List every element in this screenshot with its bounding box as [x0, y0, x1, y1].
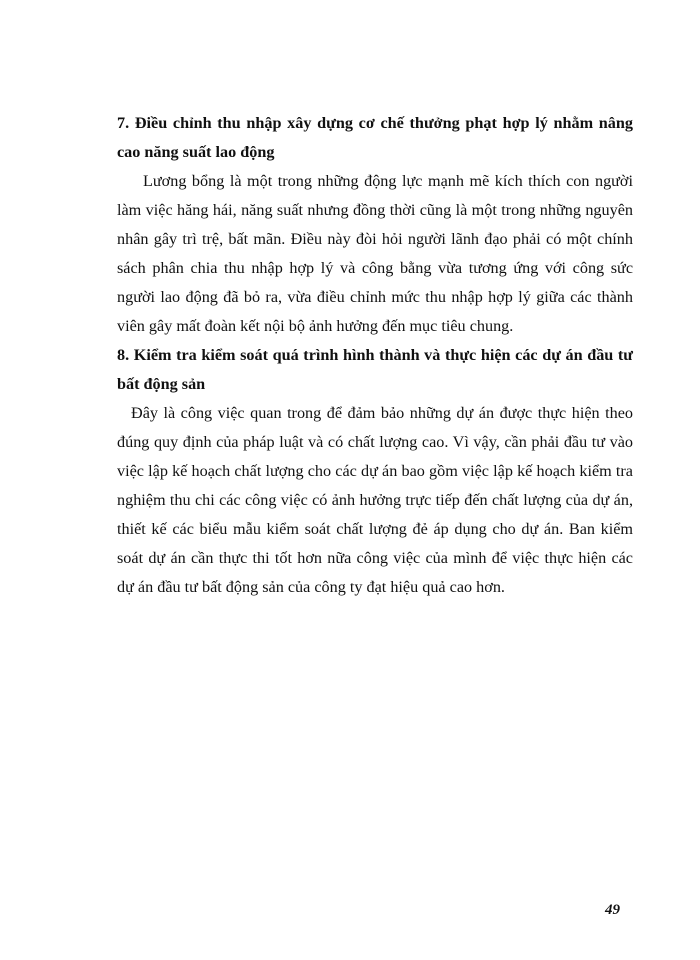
page-content [117, 109, 633, 602]
section-7-heading: 7. Điều chỉnh thu nhập xây dựng cơ chế thưởng phạt hợp lý nhằm nâng cao năng suất lao động [117, 114, 633, 161]
section-8-heading: 8. Kiểm tra kiểm soát quá trình hình thành và thực hiện các dự án đầu tư bất động sản [117, 346, 633, 393]
page-number: 49 [605, 902, 620, 918]
section-8-paragraph: Đây là công việc quan trong để đảm bảo những dự án được thực hiện theo đúng quy định của pháp luật và có chất lượng cao. Vì vậy, cần phải đầu tư vào việc lập kế hoạch chất lượng cho các dự án bao gồm việc lập kế hoạch kiểm tra nghiệm thu chi các công việc có ảnh hưởng trực tiếp đến chất lượng của dự án, thiết kế các biểu mẫu kiểm soát chất lượng đẻ áp dụng cho dự án. Ban kiểm soát dự án cần thực thi tốt hơn nữa công việc của mình để việc thực hiện các dự án đầu tư bất động sản của công ty đạt hiệu quả cao hơn. [117, 404, 633, 596]
section-7-paragraph: Lương bổng là một trong những động lực mạnh mẽ kích thích con người làm việc hăng hái, năng suất nhưng đồng thời cũng là một trong những nguyên nhân gây trì trệ, bất mãn. Điều này đòi hỏi người lãnh đạo phải có một chính sách phân chia thu nhập hợp lý và công bằng vừa tương ứng với công sức người lao động đã bỏ ra, vừa điều chỉnh mức thu nhập hợp lý giữa các thành viên gây mất đoàn kết nội bộ ảnh hưởng đến mục tiêu chung. [117, 172, 633, 335]
